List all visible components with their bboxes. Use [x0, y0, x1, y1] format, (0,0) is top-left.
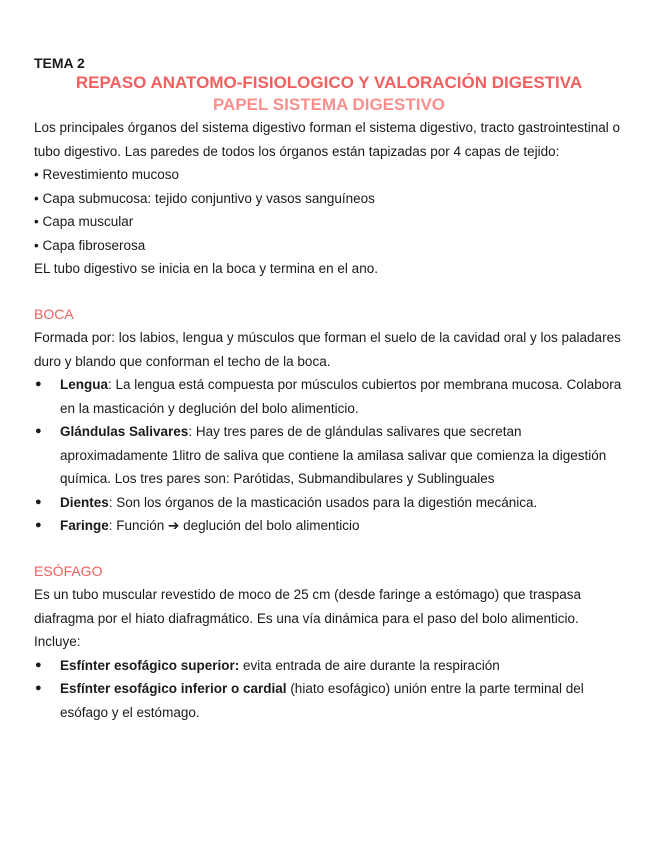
- bullet-icon: ●: [35, 378, 42, 390]
- section-heading-boca: BOCA: [34, 305, 74, 322]
- item-text: : Son los órganos de la masticación usados para la digestión mecánica.: [108, 494, 538, 510]
- document-page: [34, 54, 624, 724]
- tissue-layer-item: • Capa fibroserosa: [34, 237, 146, 253]
- boca-list: [34, 373, 624, 538]
- document-title: REPASO ANATOMO-FISIOLOGICO Y VALORACIÓN DIGESTIVA: [75, 73, 583, 92]
- item-text: : Función ➔ deglución del bolo alimenticio: [108, 518, 360, 533]
- bullet-icon: ●: [35, 658, 42, 671]
- bullet-icon: ●: [35, 682, 42, 694]
- item-text: evita entrada de aire durante la respiración: [239, 657, 500, 673]
- boca-paragraph: Formada por: los labios, lengua y músculos que forman el suelo de la cavidad oral y los paladares duro y blando que conforman el techo de la boca.: [34, 330, 621, 369]
- item-term: Glándulas Salivares: [60, 424, 189, 439]
- esofago-paragraph: Es un tubo muscular revestido de moco de 25 cm (desde faringe a estómago) que traspasa diafragma por el hiato diafragmático. Es una vía dinámica para el paso del bolo alimenticio. Incluye:: [34, 587, 582, 649]
- document-subtitle: PAPEL SISTEMA DIGESTIVO: [212, 95, 446, 114]
- bullet-icon: ●: [35, 425, 42, 437]
- item-term: Lengua: [60, 377, 109, 392]
- tissue-layer-item: • Revestimiento mucoso: [34, 167, 180, 182]
- section-heading-esofago: ESÓFAGO: [34, 562, 103, 579]
- bullet-icon: ●: [35, 519, 42, 531]
- intro-paragraph: Los principales órganos del sistema digestivo forman el sistema digestivo, tracto gastrointestinal o tubo digestivo. Las paredes de todos los órganos están tapizadas por 4 capas de tejido:: [34, 120, 621, 159]
- topic-number: TEMA 2: [34, 55, 85, 71]
- item-term: Esfínter esofágico superior:: [60, 657, 240, 673]
- list-item: [34, 514, 624, 538]
- item-text: (hiato esofágico) unión entre la parte terminal del esófago y el estómago.: [60, 681, 584, 720]
- list-item: [34, 420, 624, 491]
- esofago-list: [34, 654, 624, 725]
- intro-closing: EL tubo digestivo se inicia en la boca y termina en el ano.: [34, 261, 378, 276]
- item-term: Dientes: [60, 494, 109, 510]
- list-item: [34, 654, 624, 678]
- item-term: Faringe: [60, 518, 109, 533]
- item-text: : Hay tres pares de de glándulas salivares que secretan aproximadamente 1litro de saliva que contiene la amilasa salivar que comienza la digestión química. Los tres pares son: Parótidas, Submandibulares y Sublinguales: [60, 424, 607, 486]
- list-item: [34, 677, 624, 724]
- tissue-layer-item: • Capa muscular: [34, 214, 134, 229]
- list-item: [34, 491, 624, 515]
- list-item: [34, 373, 624, 420]
- item-term: Esfínter esofágico inferior o cardial: [60, 681, 287, 696]
- tissue-layer-item: • Capa submucosa: tejido conjuntivo y vasos sanguíneos: [34, 190, 375, 206]
- tissue-layers-list: [34, 163, 624, 257]
- bullet-icon: ●: [35, 495, 42, 508]
- item-text: : La lengua está compuesta por músculos cubiertos por membrana mucosa. Colabora en la masticación y deglución del bolo alimenticio.: [60, 377, 622, 416]
